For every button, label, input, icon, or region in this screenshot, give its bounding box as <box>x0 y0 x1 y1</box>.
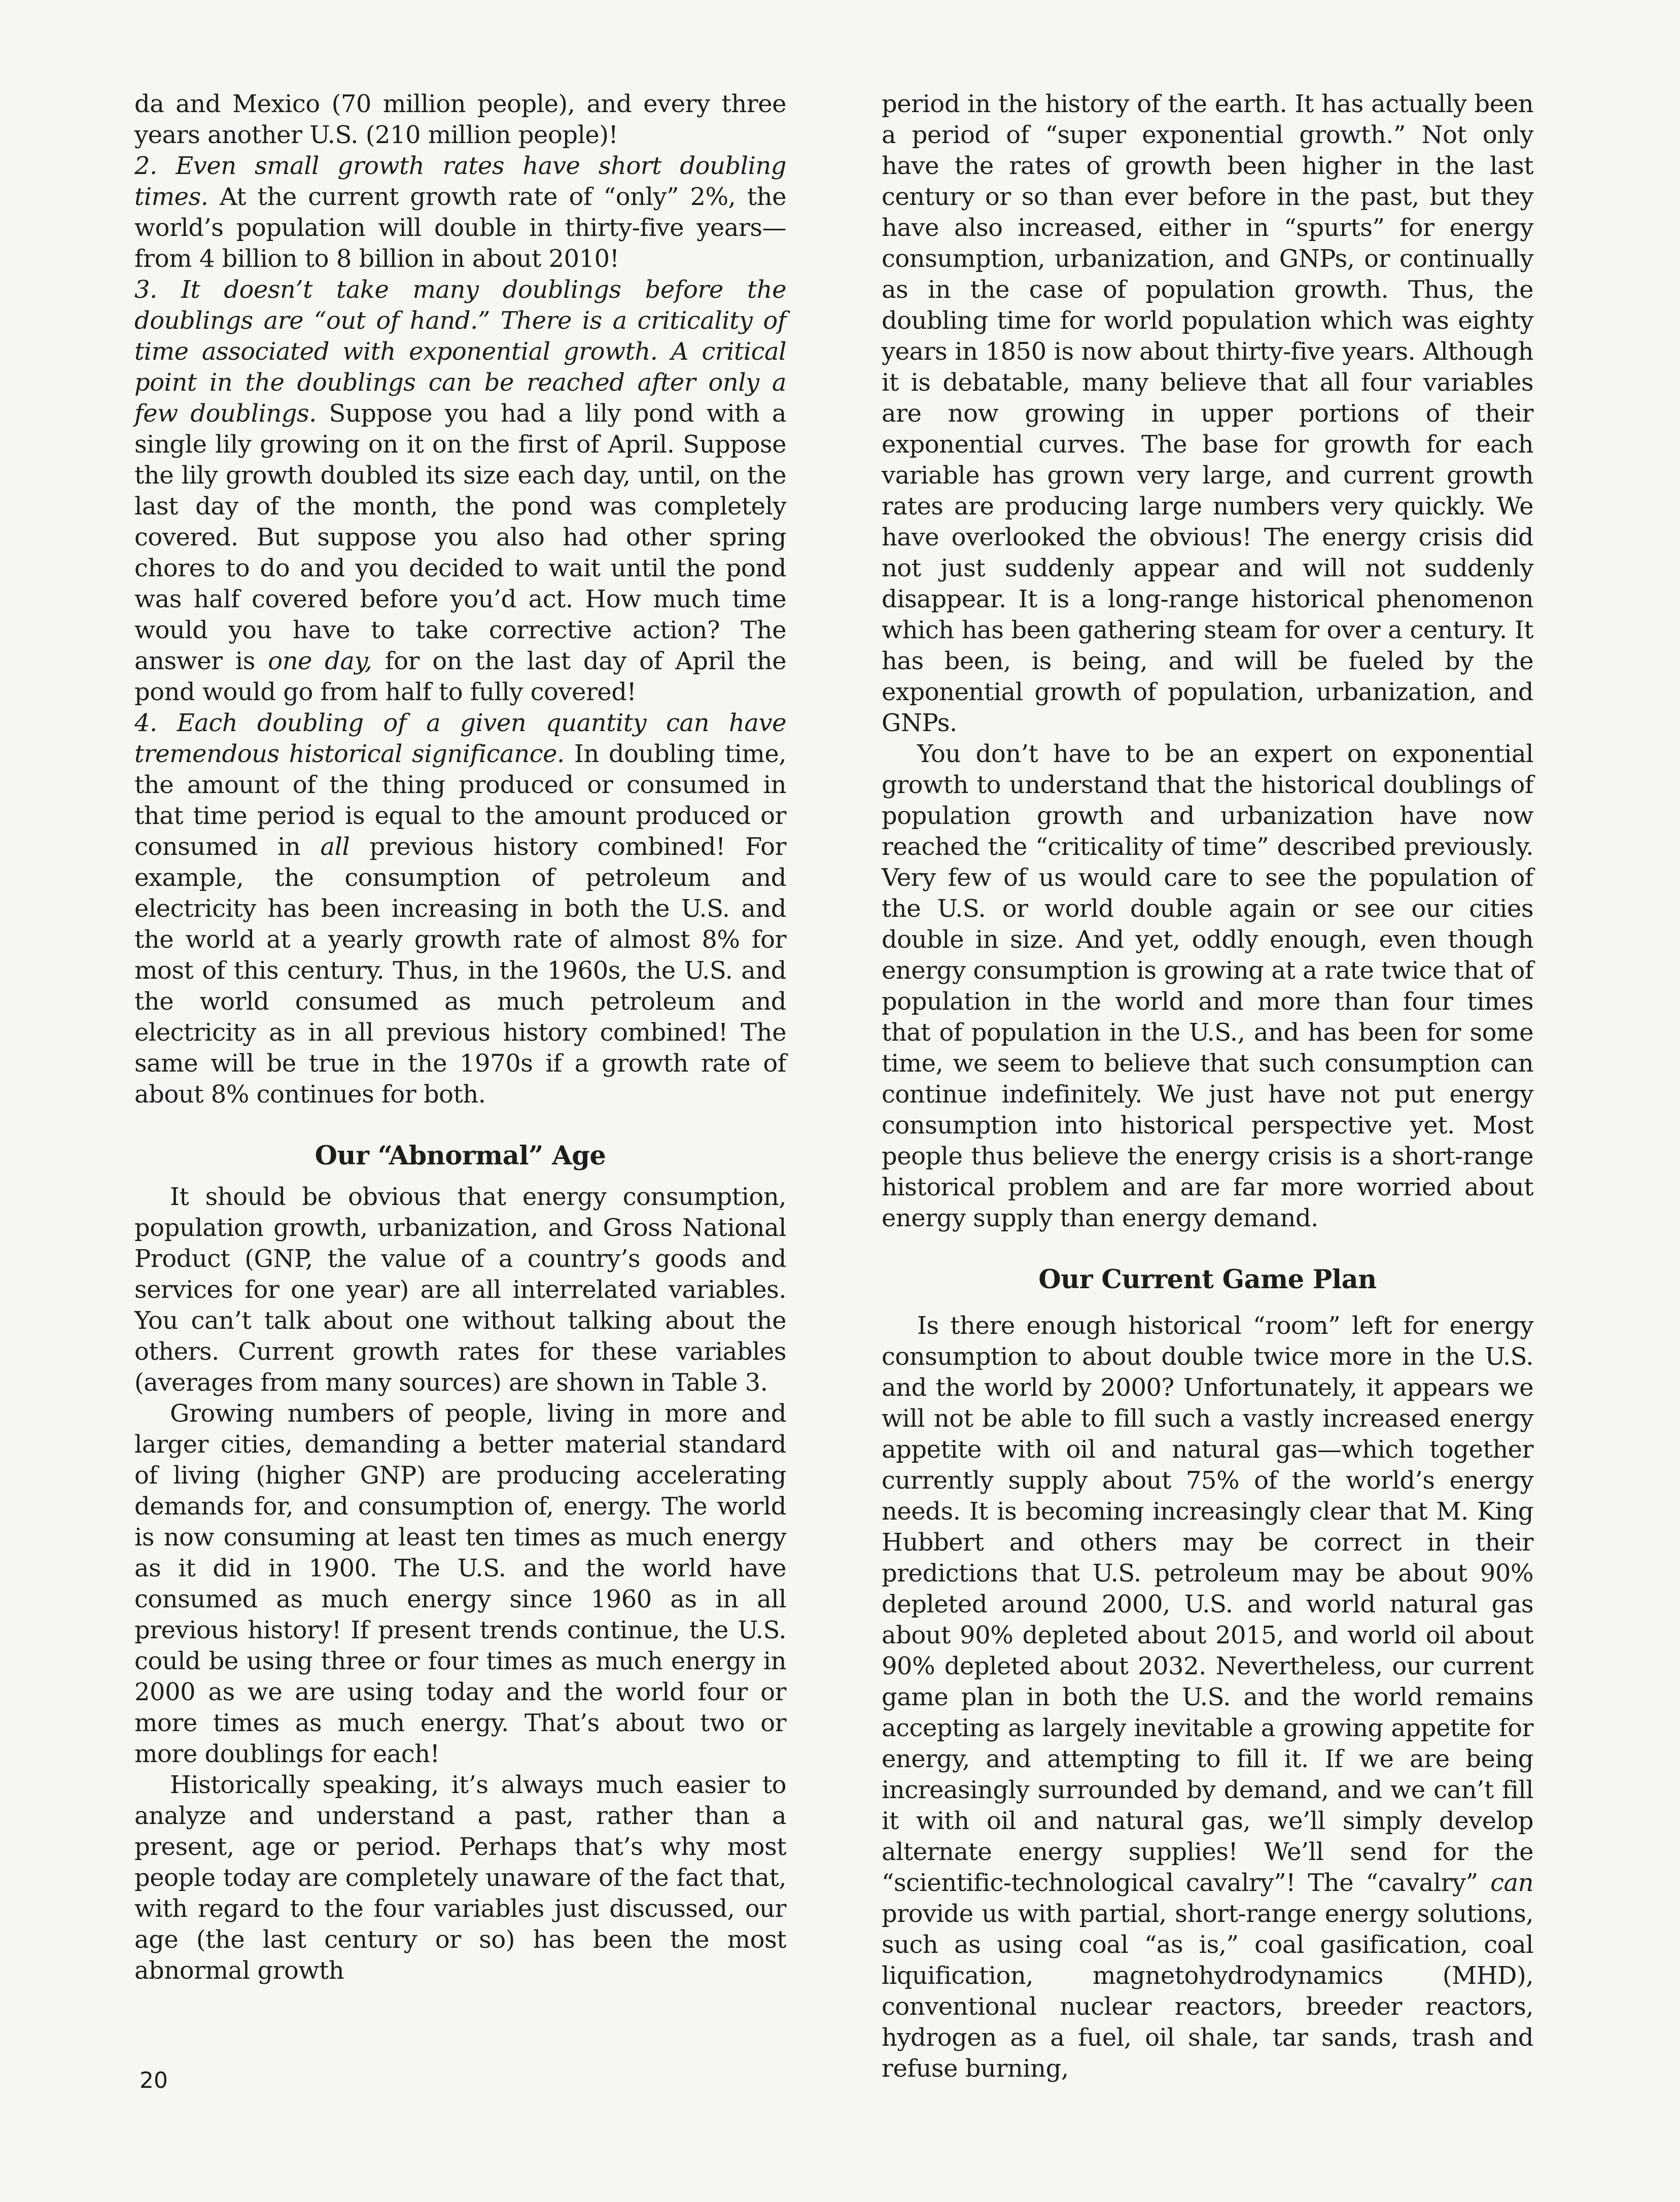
paragraph-body-end: provide us with partial, short-range energy solutions, such as using coal “as is,” coal gasification, coal liquification, magnetohydrodynamics (MHD), conventional nuclear reactors, breeder reactors, hydrogen as a fuel, oil shale, tar sands, trash and refuse burning, <box>882 1900 1533 2083</box>
right-column <box>882 89 1533 2084</box>
point-number: 2. <box>134 152 157 180</box>
point-body-end: for on the last day of April the pond would go from half to fully covered! <box>134 647 787 706</box>
numbered-point-3 <box>134 274 786 708</box>
point-body: In doubling time, the amount of the thing produced or consumed in that time period is equal to the amount produced or consumed in <box>134 740 786 861</box>
section-heading-game-plan: Our Current Game Plan <box>1038 1264 1377 1295</box>
emphasis: can <box>1490 1869 1533 1897</box>
section-gap <box>134 1110 786 1141</box>
section-gap <box>882 1234 1533 1264</box>
numbered-point-2 <box>134 151 786 274</box>
emphasis: one day, <box>268 647 372 675</box>
point-number: 4. <box>134 709 157 737</box>
page-number: 20 <box>139 2068 168 2093</box>
paragraph: Growing numbers of people, living in more and larger cities, demanding a better material standard of living (higher GNP) are producing accelerating demands for, and consumption of, energy. The world is now consuming at least ten times as much energy as it did in 1900. The U.S. and the world have consumed as much energy since 1960 as in all previous history! If present trends continue, the U.S. could be using three or four times as much energy in 2000 as we are using today and the world four or more times as much energy. That’s about two or more doublings for each! <box>134 1399 786 1768</box>
section-heading-abnormal-age: Our “Abnormal” Age <box>314 1141 606 1171</box>
point-heading: It doesn’t take many doublings before the doublings are “out of hand.” There is a criticality of time associated with exponential growth. A critical point in the doublings can be reached after only a few doublings. <box>134 276 786 428</box>
left-column <box>134 89 786 1986</box>
numbered-point-4 <box>134 708 786 1110</box>
paragraph-body: Is there enough historical “room” left for energy consumption to about double twice more in the U.S. and the world by 2000? Unfortunately, it appears we will not be able to fill such a vastly increased energy appetite with oil and natural gas—which together currently supply about 75% of the world’s energy needs. It is becoming increasingly clear that M. King Hubbert and others may be correct in their predictions that U.S. petroleum may be about 90% depleted around 2000, U.S. and world natural gas about 90% depleted about 2015, and world oil about 90% depleted about 2032. Nevertheless, our current game plan in both the U.S. and the world remains accepting as largely inevitable a growing appetite for energy, and attempting to fill it. If we are being increasingly surrounded by demand, and we can’t fill it with oil and natural gas, we’ll simply develop alternate energy supplies! We’ll send for the “scientific-technological cavalry”! The “cavalry” <box>882 1312 1533 1897</box>
point-heading: Even small growth rates have short doubling times. <box>134 152 786 211</box>
point-body: Suppose you had a lily pond with a single lily growing on it on the first of April. Suppose the lily growth doubled its size each day, until, on the last day of the month, the pond was completely covered. But suppose you also had other spring chores to do and you decided to wait until the pond was half covered before you’d act. How much time would you have to take corrective action? The answer is <box>134 399 786 675</box>
paragraph: da and Mexico (70 million people), and every three years another U.S. (210 million people)! <box>134 90 786 149</box>
paragraph: Historically speaking, it’s always much easier to analyze and understand a past, rather than a present, age or period. Perhaps that’s why most people today are completely unaware of the fact that, with regard to the four variables just discussed, our age (the last century or so) has been the most abnormal growth <box>134 1771 786 1985</box>
paragraph: period in the history of the earth. It has actually been a period of “super exponential growth.” Not only have the rates of growth been higher in the last century or so than ever before in the past, but they have also increased, either in “spurts” for energy consumption, urbanization, and GNPs, or continually as in the case of population growth. Thus, the doubling time for world population which was eighty years in 1850 is now about thirty-five years. Although it is debatable, many believe that all four variables are now growing in upper portions of their exponential curves. The base for growth for each variable has grown very large, and current growth rates are producing large numbers very quickly. We have overlooked the obvious! The energy crisis did not just suddenly appear and will not suddenly disappear. It is a long-range historical phenomenon which has been gathering steam for over a century. It has been, is being, and will be fueled by the exponential growth of population, urbanization, and GNPs. <box>882 90 1533 737</box>
point-body: At the current growth rate of “only” 2%, the world’s population will double in thirty-five years—from 4 billion to 8 billion in about 2010! <box>134 183 787 273</box>
point-body-end: previous history combined! For example, the consumption of petroleum and electricity has been increasing in both the U.S. and the world at a yearly growth rate of almost 8% for most of this century. Thus, in the 1960s, the U.S. and the world consumed as much petroleum and electricity as in all previous history combined! The same will be true in the 1970s if a growth rate of about 8% continues for both. <box>134 833 786 1109</box>
paragraph: It should be obvious that energy consumption, population growth, urbanization, and Gross National Product (GNP, the value of a country’s goods and services for one year) are all interrelated variables. You can’t talk about one without talking about the others. Current growth rates for these variables (averages from many sources) are shown in Table 3. <box>134 1183 786 1397</box>
paragraph: You don’t have to be an expert on exponential growth to understand that the historical doublings of population growth and urbanization have now reached the “criticality of time” described previously. Very few of us would care to see the population of the U.S. or world double again or see our cities double in size. And yet, oddly enough, even though energy consumption is growing at a rate twice that of population in the world and more than four times that of population in the U.S., and has been for some time, we seem to believe that such consumption can continue indefinitely. We just have not put energy consumption into historical perspective yet. Most people thus believe the energy crisis is a short-range historical problem and are far more worried about energy supply than energy demand. <box>882 740 1533 1232</box>
paragraph <box>882 1311 1533 2084</box>
emphasis: all <box>320 833 350 861</box>
point-number: 3. <box>134 276 157 304</box>
point-heading: Each doubling of a given quantity can have tremendous historical significance. <box>134 709 786 768</box>
